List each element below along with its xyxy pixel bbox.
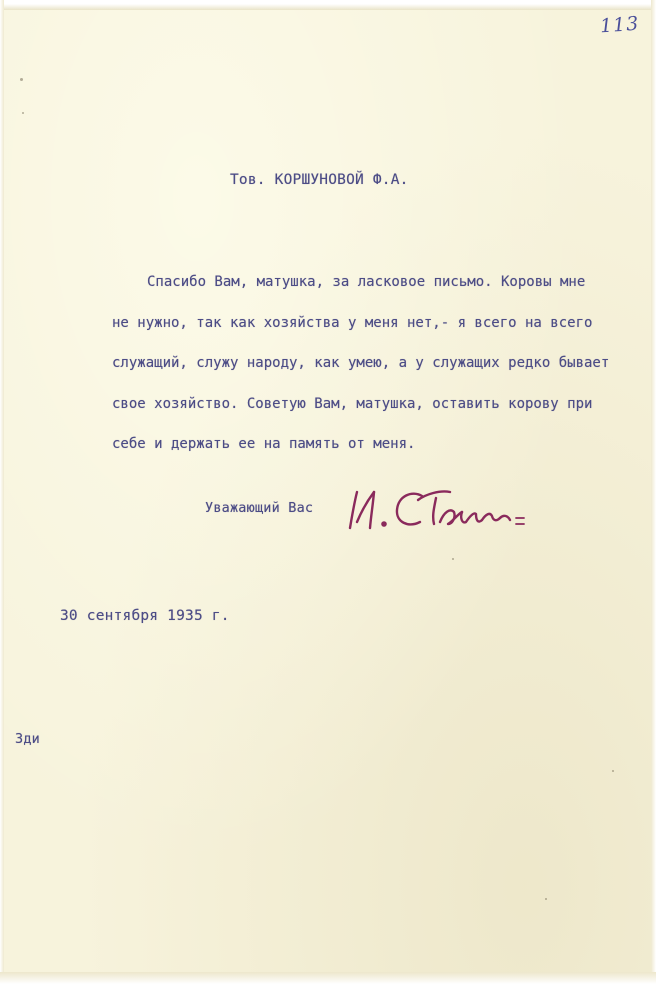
paper-speck (545, 898, 547, 900)
page-edge-left (0, 0, 4, 984)
paper-speck (22, 112, 24, 114)
page-edge-right (651, 0, 656, 984)
addressee-line: Тов. КОРШУНОВОЙ Ф.А. (230, 172, 409, 188)
page-edge-bottom (0, 972, 656, 984)
typist-initials: Зди (15, 731, 40, 747)
date-line: 30 сентября 1935 г. (60, 608, 230, 624)
body-line: себе и держать ее на память от меня. (112, 436, 416, 452)
handwritten-signature (340, 478, 540, 538)
closing-line: Уважающий Вас (205, 500, 314, 516)
page-edge-top (0, 0, 656, 10)
body-line: свое хозяйство. Советую Вам, матушка, оставить корову при (112, 395, 593, 412)
body-line: Спасибо Вам, матушка, за ласковое письмо. Коровы мне (147, 274, 586, 290)
page-number: 113 (599, 12, 640, 38)
paper-speck (612, 770, 614, 772)
letter-body (112, 262, 632, 465)
body-line: служащий, служу народу, как умею, а у служащих редко бывает (112, 355, 610, 371)
paper-speck (20, 78, 23, 81)
body-line: не нужно, так как хозяйства у меня нет,- я всего на всего (112, 314, 593, 331)
paper-speck (452, 558, 454, 560)
